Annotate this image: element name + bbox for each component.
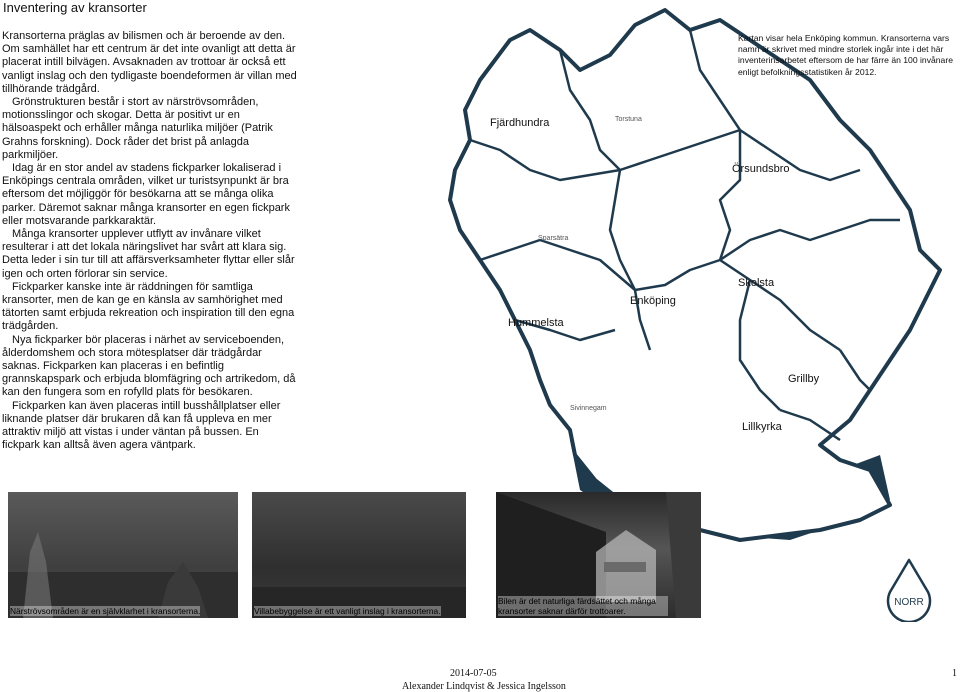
paragraph: Fickparker kanske inte är räddningen för samtliga kransorter, men de kan ge en känsla av samhörighet med tätorten samt erbjuda rekreation och inspiration till den egna trädgården. bbox=[2, 280, 295, 333]
paragraph: Grönstrukturen består i stort av närströvsområden, motionsslingor och skogar. Detta är positivt ur en hälsoaspekt och erhåller många naturlika miljöer (Patrik Grahns forskning). Dock råder det brist på anlagda parkmiljöer. bbox=[2, 96, 273, 161]
photo-image bbox=[8, 492, 238, 618]
map-label: Lillkyrka bbox=[742, 421, 782, 433]
photo-caption: Närströvsområden är en självklarhet i kransorterna. bbox=[10, 606, 201, 616]
map-label-small: Sparsätra bbox=[538, 235, 569, 242]
map-label: Hummelsta bbox=[508, 317, 564, 329]
north-label: NORR bbox=[894, 597, 924, 608]
photo-image bbox=[252, 492, 466, 618]
photo-villa bbox=[252, 492, 466, 618]
photo-road bbox=[496, 492, 701, 618]
footer-date: 2014-07-05 bbox=[450, 668, 497, 679]
photo-caption: Villabebyggelse är ett vanligt inslag i kransorterna. bbox=[254, 606, 441, 616]
photo-nature-area bbox=[8, 492, 238, 618]
map-label-small: Sivinnegam bbox=[570, 405, 607, 412]
footer-authors: Alexander Lindqvist & Jessica Ingelsson bbox=[402, 681, 566, 692]
north-arrow-icon bbox=[884, 558, 934, 622]
paragraph: Fickparken kan även placeras intill busshållplatser eller liknande platser där brukaren då kan få uppleva en mer attraktiv miljö att vistas i under väntan på bussen. En fickpark kan alltså även agera väntpark. bbox=[2, 399, 281, 452]
paragraph: Många kransorter upplever utflytt av invånare vilket resulterar i att det lokala näringslivet har svårt att klara sig. Detta leder i sin tur till att affärsverksamheter flyttar eller slår igen och orten förlorar sin service. bbox=[2, 228, 295, 280]
map-label: Grillby bbox=[788, 373, 820, 385]
map-label-small: Sivinnegam bbox=[705, 477, 742, 484]
photo-caption: Bilen är det naturliga färdsättet och många kransorter saknar därför trottoarer. bbox=[498, 596, 668, 616]
map-label: Fjärdhundra bbox=[490, 117, 550, 129]
map-label: Örsundsbro bbox=[732, 163, 790, 175]
page-number: 1 bbox=[952, 668, 957, 679]
page-title: Inventering av kransorter bbox=[3, 0, 147, 15]
paragraph: Kransorterna präglas av bilismen och är beroende av den. Om samhället har ett centrum är det inte ovanligt att detta är placerat intill bilvägen. Avsaknaden av trottoar är också ett vanligt inslag och den tydligaste boendeformen är villan med tillhörande trädgård. bbox=[2, 30, 297, 95]
map-label: Skolsta bbox=[738, 277, 775, 289]
paragraph: Nya fickparker bör placeras i närhet av serviceboenden, ålderdomshem och stora mötesplatser där trädgårdar saknas. Fickparken kan placeras i en befintlig grannskapspark och erbjuda blomfägring och artrikedom, då kan den fungera som en rofylld plats för besökaren. bbox=[2, 333, 296, 399]
map-caption: Kartan visar hela Enköping kommun. Kransorterna vars namn är skrivet med mindre storlek ingår inte i det här inventerinsarbetet eftersom de har färre än 100 invånare enligt befolkningsstatistiken år 2012. bbox=[738, 33, 953, 77]
map-label: Enköping bbox=[630, 295, 676, 307]
map-label-small: Torstuna bbox=[615, 116, 642, 123]
municipality-map bbox=[420, 0, 960, 545]
body-text bbox=[2, 30, 298, 453]
paragraph: Idag är en stor andel av stadens fickparker lokaliserad i Enköpings centrala områden, vilket ur turistsynpunkt är bra eftersom det möjliggör för besökarna att se många olika parker. Däremot saknar många kransorter en egen fickpark eller motsvarande parkkaraktär. bbox=[2, 162, 290, 227]
